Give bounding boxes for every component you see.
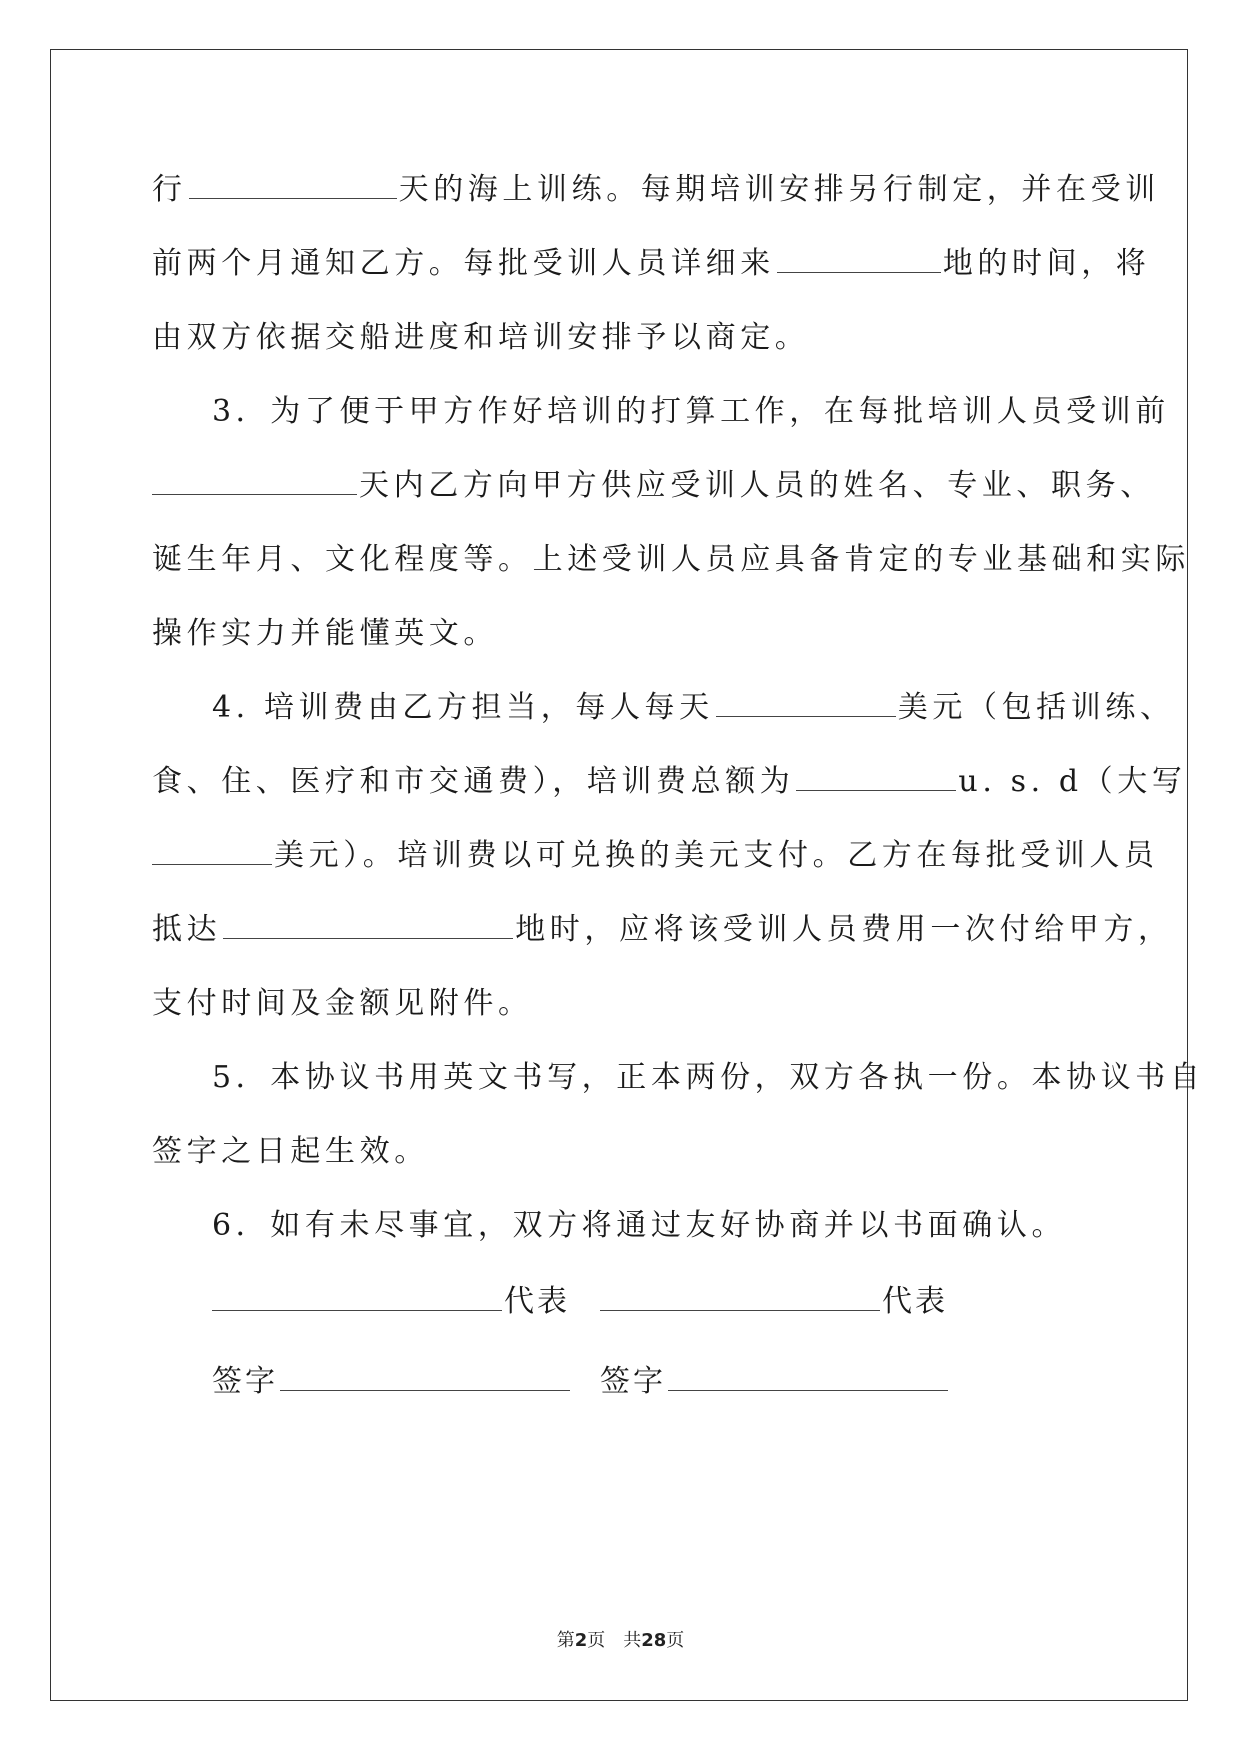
text-line: 支付时间及金额见附件。 [152, 986, 533, 1021]
text-line: 天内乙方向甲方供应受训人员的姓名、专业、职务、 [152, 466, 1155, 506]
text-line: 签字之日起生效。 [152, 1134, 429, 1169]
text-line: 食、住、医疗和市交通费），培训费总额为 u. s. d（大写 [152, 764, 1187, 799]
current-page-number: 2 [574, 1630, 588, 1651]
fill-blank [152, 836, 272, 865]
fill-blank [716, 688, 896, 717]
text-line: 抵达 地时，应将该受训人员费用一次付给甲方， [152, 912, 1173, 947]
text-line: 美元）。培训费以可兑换的美元支付。乙方在每批受训人员 [152, 836, 1159, 876]
party-a-signature-blank [280, 1362, 570, 1391]
party-a-name-blank [212, 1282, 502, 1311]
party-b-name-blank [600, 1282, 880, 1311]
total-page-number: 28 [641, 1630, 667, 1651]
fill-blank [152, 466, 357, 495]
text-line: 诞生年月、文化程度等。上述受训人员应具备肯定的专业基础和实际 [152, 542, 1190, 577]
text-line: 操作实力并能懂英文。 [152, 616, 498, 651]
text-line: 前两个月通知乙方。每批受训人员详细来 地的时间，将 [152, 246, 1151, 281]
fill-blank [223, 910, 513, 939]
party-b-signature-blank [668, 1362, 948, 1391]
text-line: 行 天的海上训练。每期培训安排另行制定，并在受训 [152, 172, 1160, 207]
paragraph-3-line: 3．为了便于甲方作好培训的打算工作，在每批培训人员受训前 [212, 394, 1170, 429]
paragraph-5-line: 5．本协议书用英文书写，正本两份，双方各执一份。本协议书自 [212, 1060, 1205, 1095]
paragraph-4-line: 4. 培训费由乙方担当，每人每天 美元（包括训练、 [212, 690, 1175, 725]
fill-blank [796, 762, 956, 791]
page-footer: 第2页 共28页 [556, 1630, 685, 1651]
fill-blank [777, 244, 941, 273]
representative-line: 代表 代表 [212, 1282, 948, 1322]
text-line: 由双方依据交船进度和培训安排予以商定。 [152, 320, 810, 355]
paragraph-6-line: 6．如有未尽事宜，双方将通过友好协商并以书面确认。 [212, 1208, 1067, 1243]
fill-blank [189, 170, 397, 199]
signature-line: 签字 签字 [212, 1362, 950, 1402]
